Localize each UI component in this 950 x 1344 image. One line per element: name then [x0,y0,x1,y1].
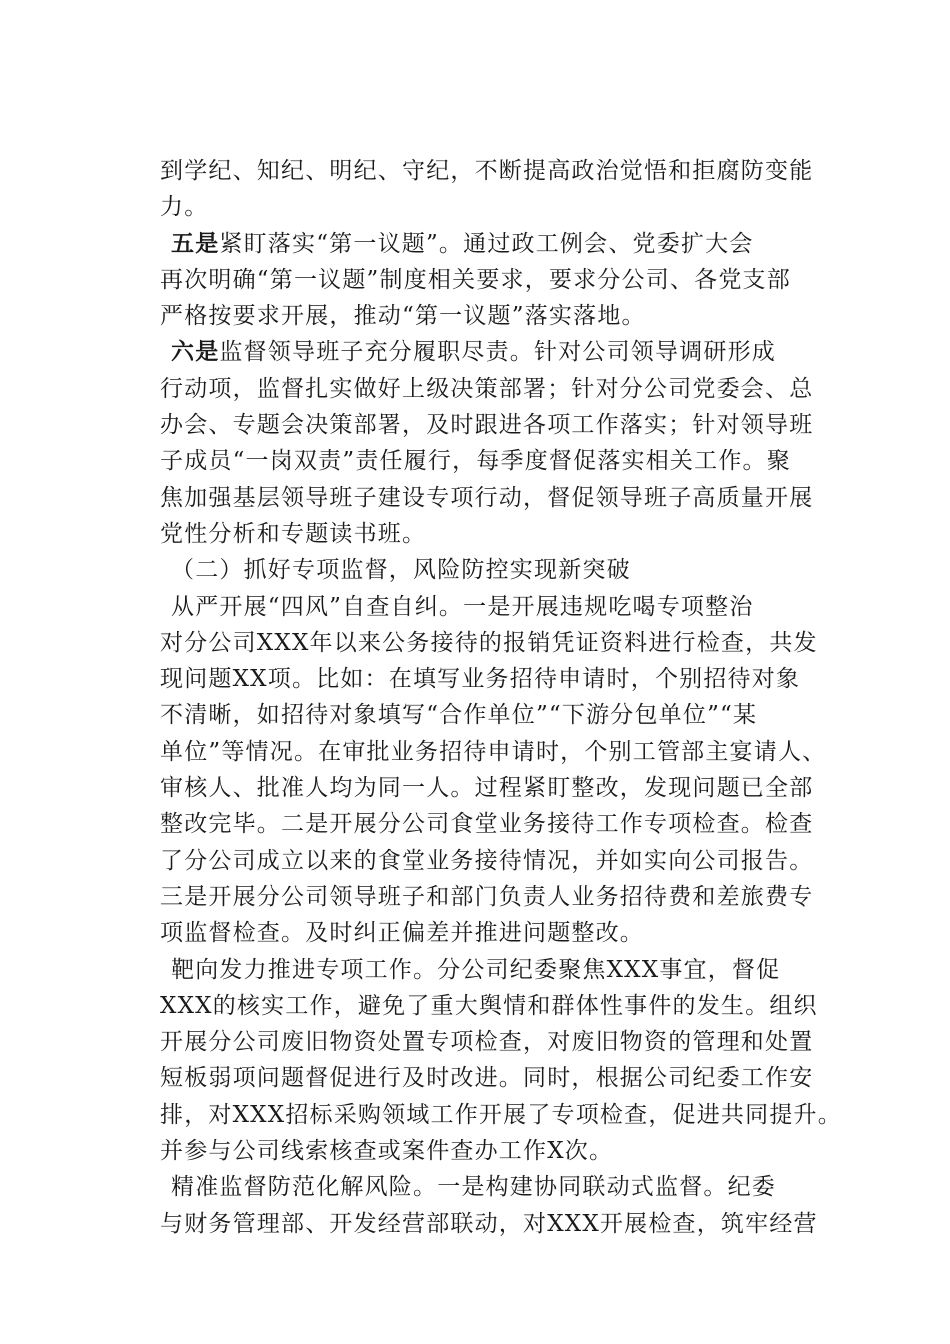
paragraph-line: 焦加强基层领导班子建设专项行动，督促领导班子高质量开展 [160,484,814,511]
paragraph-line [160,226,850,262]
paragraph-line: 审核人、批准人均为同一人。过程紧盯整改，发现问题已全部 [160,775,814,802]
paragraph-line: 党性分析和专题读书班。 [160,520,427,547]
paragraph-line: 力。 [160,194,209,221]
paragraph-line: 开展分公司废旧物资处置专项检查，对废旧物资的管理和处置 [160,1029,814,1056]
paragraph-line: 子成员“一岗双责”责任履行，每季度督促落实相关工作。聚 [160,448,791,475]
paragraph-line [160,334,850,370]
paragraph-line: 排，对XXX招标采购领域工作开展了专项检查，促进共同提升。 [160,1101,842,1128]
paragraph-line: 三是开展分公司领导班子和部门负责人业务招待费和差旅费专 [160,883,814,910]
paragraph-line: 再次明确“第一议题”制度相关要求，要求分公司、各党支部 [160,266,791,293]
paragraph-line: 短板弱项问题督促进行及时改进。同时，根据公司纪委工作安 [160,1065,814,1092]
paragraph-line: 精准监督防范化解风险。一是构建协同联动式监督。纪委 [171,1174,776,1201]
paragraph-line: 办会、专题会决策部署，及时跟进各项工作落实；针对领导班 [160,412,814,439]
item-lead-label: 六是 [171,338,220,366]
paragraph-line: 现问题XX项。比如：在填写业务招待申请时，个别招待对象 [160,666,801,693]
paragraph-text: 紧盯落实“第一议题”。通过政工例会、党委扩大会 [219,230,754,257]
paragraph-line: 从严开展“四风”自查自纠。一是开展违规吃喝专项整治 [171,593,754,620]
paragraph-line: 严格按要求开展，推动“第一议题”落实落地。 [160,303,646,330]
paragraph-line: 了分公司成立以来的食堂业务接待情况，并如实向公司报告。 [160,847,814,874]
paragraph-line: 单位”等情况。在审批业务招待申请时，个别工管部主宴请人、 [160,738,827,765]
paragraph-line: 项监督检查。及时纠正偏差并推进问题整改。 [160,920,644,947]
paragraph-line: 到学纪、知纪、明纪、守纪，不断提高政治觉悟和拒腐防变能 [160,158,814,184]
paragraph-text: 监督领导班子充分履职尽责。针对公司领导调研形成 [219,339,777,366]
paragraph-line: 行动项，监督扎实做好上级决策部署；针对分公司党委会、总 [160,375,814,402]
paragraph-line: 并参与公司线索核查或案件查办工作X次。 [160,1138,614,1165]
paragraph-line: 对分公司XXX年以来公务接待的报销凭证资料进行检查，共发 [160,629,818,656]
paragraph-line: XXX的核实工作，避免了重大舆情和群体性事件的发生。组织 [160,992,818,1019]
item-lead-label: 五是 [171,229,220,257]
paragraph-line: 整改完毕。二是开展分公司食堂业务接待工作专项检查。检查 [160,811,814,838]
paragraph-line: 靶向发力推进专项工作。分公司纪委聚焦XXX事宜，督促 [171,956,781,983]
document-body [160,153,850,1242]
paragraph-line: 不清晰，如招待对象填写“合作单位”“下游分包单位”“某 [160,702,758,729]
section-heading: （二）抓好专项监督，风险防控实现新突破 [171,557,631,584]
paragraph-line: 与财务管理部、开发经营部联动，对XXX开展检查，筑牢经营 [160,1210,818,1237]
